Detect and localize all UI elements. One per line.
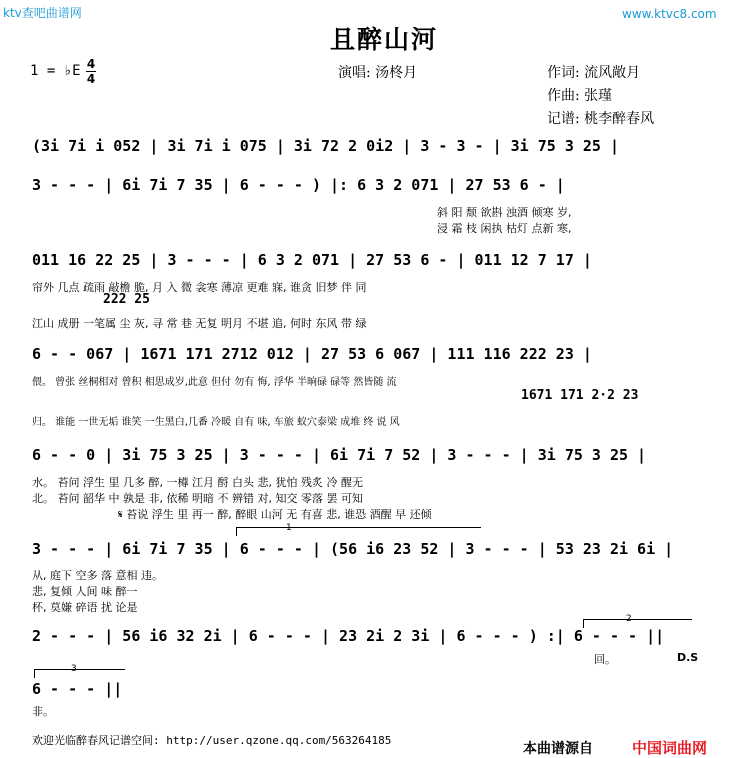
lyric-5-verse-1: 水。 苔问 浮生 里 几多 醉, 一樽 江月 酹 白头 悲, 犹怕 残炙 冷 醒无: [32, 476, 363, 489]
key-signature: 1 = ♭E: [30, 63, 81, 79]
score-line-4: 6 - - 067 | 1671 171 2712 012 | 27 53 6 067 | 111 116 222 23 |: [32, 345, 592, 363]
score-line-3-variant: 222 25: [103, 292, 150, 307]
score-line-1: (3i 7i i 052 | 3i 7i i 075 | 3i 72 2 0i2 | 3 - 3 - | 3i 75 3 25 |: [32, 137, 619, 155]
score-line-4-variant: 1671 171 2·2 23: [521, 388, 639, 403]
score-line-3: 011 16 22 25 | 3 - - - | 6 3 2 071 | 27 53 6 - | 011 12 7 17 |: [32, 251, 592, 269]
time-sig-bottom: 4: [86, 72, 96, 86]
watermark-right: www.ktvc8.com: [622, 7, 717, 21]
dal-segno-mark: D.S: [677, 651, 699, 664]
score-line-5: 6 - - 0 | 3i 75 3 25 | 3 - - - | 6i 7i 7 52 | 3 - - - | 3i 75 3 25 |: [32, 446, 647, 464]
footer-source-label: 本曲谱源自: [523, 741, 593, 757]
volta-bracket-3: [34, 669, 125, 678]
lyric-7: 回。: [594, 653, 616, 666]
lyric-6-verse-1: 从, 庭下 空多 落 意相 违。: [32, 569, 163, 582]
score-line-8: 6 - - - ||: [32, 680, 123, 698]
lyric-3-verse-1: 帘外 几点 疏雨 敲檐 脆, 月 入 微 衾寒 薄凉 更难 寐, 谁贪 旧梦 伴 同: [32, 281, 367, 294]
song-title: 且醉山河: [330, 25, 439, 54]
lyric-6-verse-3: 杯, 莫嫌 碎语 扰 论是: [32, 601, 138, 614]
time-sig-top: 4: [86, 57, 96, 71]
lyricist-credit: 作词: 流风敞月: [547, 65, 641, 81]
lyric-4-verse-2: 归。 谁能 一世无垢 谁笑 一生黑白,几番 冷暖 自有 味, 车旅 蚁穴泰梁 成堆 终 说 风: [32, 417, 400, 428]
time-signature: [86, 58, 96, 85]
lyric-5-verse-2: 北。 苔问 韶华 中 孰是 非, 依稀 明暗 不 辨错 对, 知交 零落 罢 可知: [32, 492, 363, 505]
footer-visit-text: 欢迎光临醉春风记谱空间: http://user.qzone.qq.com/563264185: [32, 734, 392, 747]
composer-credit: 作曲: 张瑾: [547, 88, 613, 104]
lyric-5-verse-3: 𝄋 苔说 浮生 里 再一 醉, 醉眼 山河 无 有喜 悲, 谁恐 酒醒 早 还倾: [118, 508, 432, 521]
lyric-8: 非。: [32, 705, 54, 718]
score-line-7: 2 - - - | 56 i6 32 2i | 6 - - - | 23 2i 2 3i | 6 - - - ) :| 6 - - - ||: [32, 627, 665, 645]
singer-credit: 演唱: 汤柊月: [338, 65, 418, 81]
lyric-6-verse-2: 悲, 复倾 人间 味 醉一: [32, 585, 138, 598]
lyric-3-verse-2: 江山 成册 一笔属 尘 灰, 寻 常 巷 无复 明月 不堪 追, 何时 东风 带 绿: [32, 317, 367, 330]
lyric-4-verse-1: 偎。 曾张 丝桐相对 曾积 相思成岁,此意 但付 勿有 悔, 浮华 半晌碌 碌等 然皆随 流: [32, 377, 397, 388]
footer-site-name: 中国词曲网: [632, 739, 708, 757]
lyric-2-verse-2: 浸 霜 枝 闲执 枯灯 点新 寒,: [437, 222, 572, 235]
volta-number-2: 2: [626, 614, 632, 624]
volta-bracket-1: [236, 527, 481, 536]
transcriber-credit: 记谱: 桃李醉春风: [547, 111, 655, 127]
volta-number-1: 1: [286, 523, 292, 533]
score-line-2: 3 - - - | 6i 7i 7 35 | 6 - - - ) |: 6 3 2 071 | 27 53 6 - |: [32, 176, 565, 194]
volta-number-3: 3: [71, 664, 77, 674]
lyric-2-verse-1: 斜 阳 颓 欲斟 浊酒 倾寒 岁,: [437, 206, 572, 219]
score-line-6: 3 - - - | 6i 7i 7 35 | 6 - - - | (56 i6 23 52 | 3 - - - | 53 23 2i 6i |: [32, 540, 674, 558]
watermark-left: ktv查吧曲谱网: [3, 6, 82, 20]
